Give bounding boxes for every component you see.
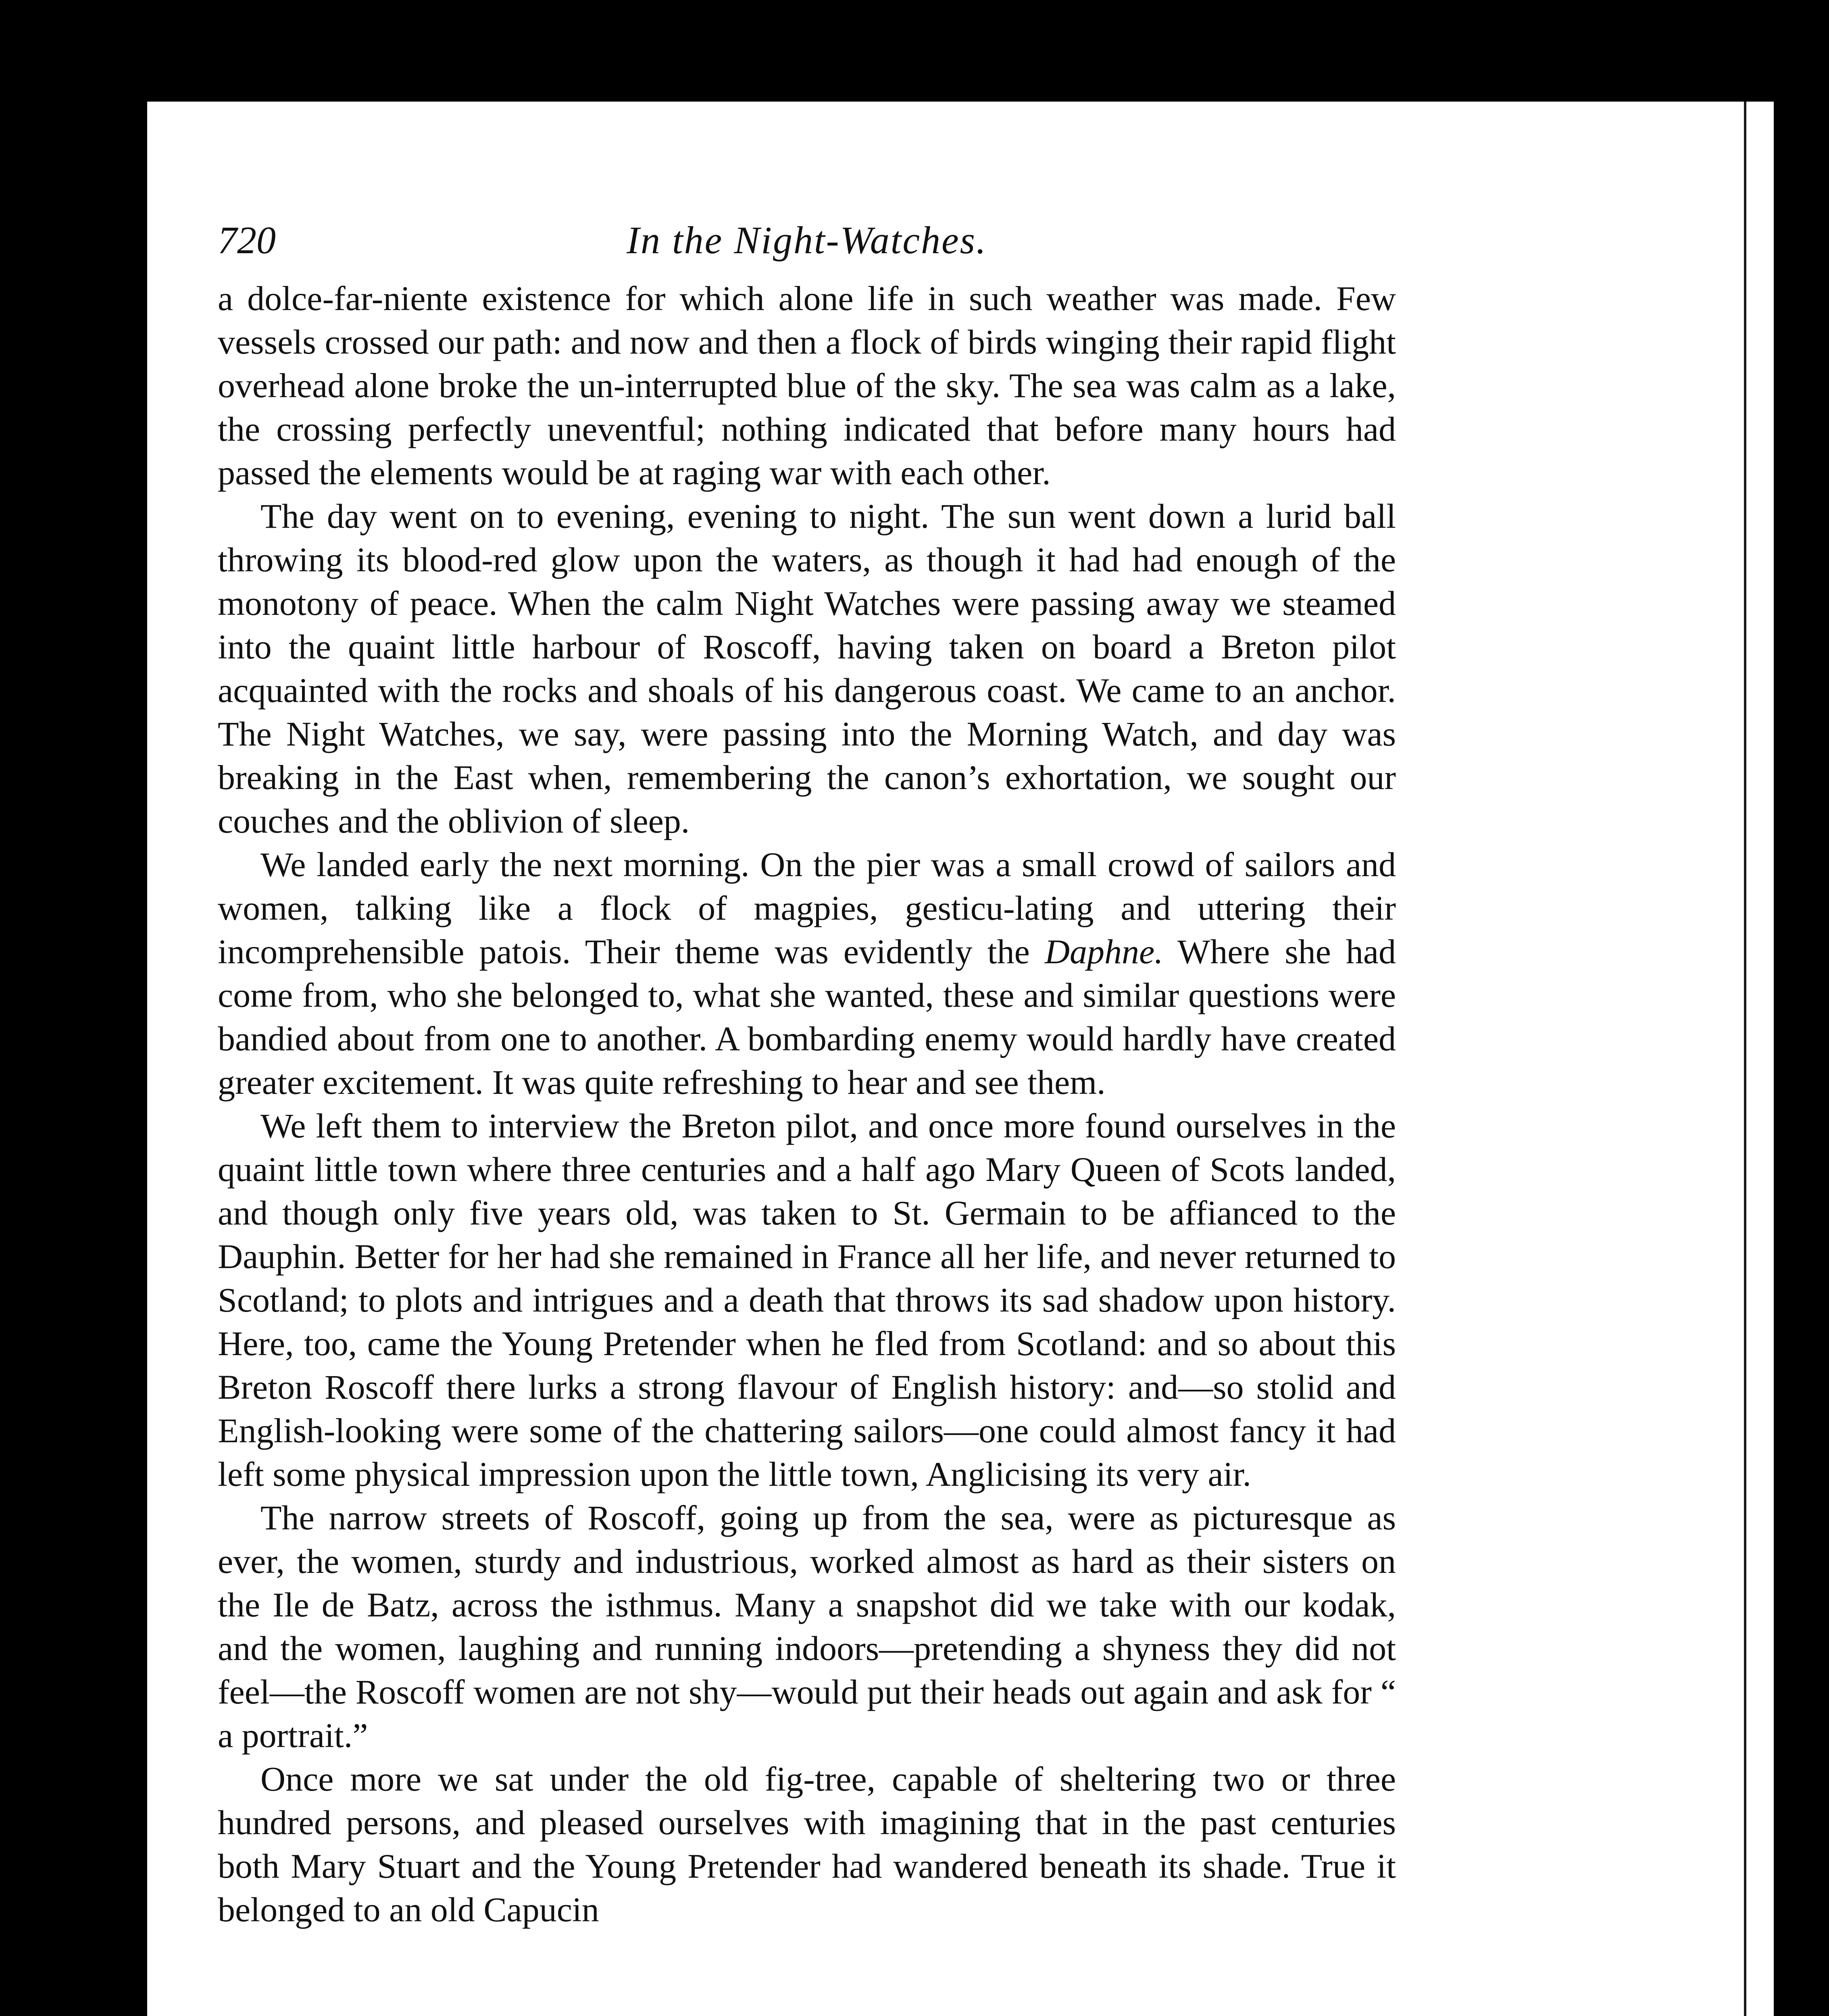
paragraph-1: a dolce-far-niente existence for which alone life in such weather was made. Few vessels crossed our path: and now and then a flock of birds winging their rapid flight overhead alone broke the un-interrupted blue of the sky. The sea was calm as a lake, the crossing perfectly uneventful; nothing indicated that before many hours had passed the elements would be at raging war with each other. [218,279,1396,492]
running-header [218,218,1396,266]
paragraph-3 [218,843,1396,1104]
page-text-block [218,218,1396,1931]
paragraph-2: The day went on to evening, evening to night. The sun went down a lurid ball throwing its blood-red glow upon the waters, as though it had had enough of the monotony of peace. When the calm Night Watches were passing away we steamed into the quaint little harbour of Roscoff, having taken on board a Breton pilot acquainted with the rocks and shoals of his dangerous coast. We came to an anchor. The Night Watches, we say, were passing into the Morning Watch, and day was breaking in the East when, remembering the canon’s exhortation, we sought our couches and the oblivion of sleep. [218,497,1396,840]
paragraph-3-text-before: We landed early the next morning. On the pier was a small crowd of sailors and women, talking like a flock of magpies, gesticu-lating and uttering their incomprehensible patois. Their theme was evidently the [218,845,1396,971]
paragraph-6: Once more we sat under the old fig-tree, capable of sheltering two or three hundred persons, and pleased ourselves with imagining that in the past centuries both Mary Stuart and the Young Pretender had wandered beneath its shade. True it belonged to an old Capucin [218,1760,1396,1929]
running-title: In the Night-Watches. [627,219,987,262]
paragraph-3-text-after: Where she had come from, who she belonged to, what she wanted, these and similar questions were bandied about from one to another. A bombarding enemy would hardly have created greater excitement. It was quite refreshing to hear and see them. [218,932,1396,1102]
paragraph-5: The narrow streets of Roscoff, going up from the sea, were as picturesque as ever, the women, sturdy and industrious, worked almost as hard as their sisters on the Ile de Batz, across the isthmus. Many a snapshot did we take with our kodak, and the women, laughing and running indoors—pretending a shyness they did not feel—the Roscoff women are not shy—would put their heads out again and ask for “ a portrait.” [218,1498,1396,1755]
page-number: 720 [218,219,276,262]
ship-name-daphne: Daphne. [1044,932,1163,971]
adjacent-page-edge [1744,102,1774,2016]
paragraph-4: We left them to interview the Breton pilot, and once more found ourselves in the quaint little town where three centuries and a half ago Mary Queen of Scots landed, and though only five years old, was taken to St. Germain to be affianced to the Dauphin. Better for her had she remained in France all her life, and never returned to Scotland; to plots and intrigues and a death that throws its sad shadow upon history. Here, too, came the Young Pretender when he fled from Scotland: and so about this Breton Roscoff there lurks a strong flavour of English history: and—so stolid and English-looking were some of the chattering sailors—one could almost fancy it had left some physical impression upon the little town, Anglicising its very air. [218,1106,1396,1493]
